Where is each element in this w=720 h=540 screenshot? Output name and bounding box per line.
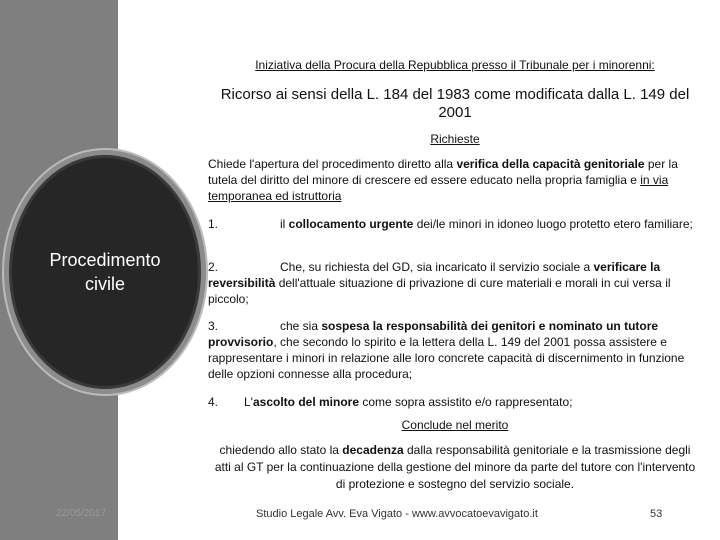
request-item-4: 4. L'ascolto del minore come sopra assistito e/o rappresentato; [208, 395, 573, 409]
richieste-heading: Richieste [430, 132, 480, 146]
page-number: 53 [650, 508, 663, 520]
section-circle [4, 150, 206, 394]
ricorso-title: Ricorso ai sensi della L. 184 del 1983 come modificata dalla L. 149 del 2001 [220, 86, 690, 121]
intro-paragraph: Chiede l'apertura del procedimento diretto alla verifica della capacità genitoriale per la tutela del diritto del minore di crescere ed essere educato nella propria famiglia e in via temporanea ed istruttoria [208, 157, 678, 203]
request-item-3: 3. che sia sospesa la responsabilità dei genitori e nominato un tutore provvisorio, che secondo lo spirito e la lettera della L. 149 del 2001 possa assistere e rappresentare i minori in relazione alle loro concrete capacità di discernimento in funzione delle opzioni connesse alla procedura; [208, 319, 685, 381]
footer-text: Studio Legale Avv. Eva Vigato - www.avvocatoevavigato.it [256, 508, 538, 520]
section-label: Procedimento civile [49, 250, 161, 294]
conclusion-paragraph: chiedendo allo stato la decadenza dalla responsabilità genitoriale e la trasmissione degli atti al GT per la continuazione della gestione del minore da parte del tutore con l'intervento di protezione e sostegno del servizio sociale. [214, 443, 696, 491]
initiative-heading: Iniziativa della Procura della Repubblica presso il Tribunale per i minorenni: [255, 58, 655, 72]
conclude-heading: Conclude nel merito [401, 418, 509, 432]
request-item-1: 1. il collocamento urgente dei/le minori in idoneo luogo protetto etero familiare; [208, 217, 693, 231]
slide-date: 22/05/2017 [56, 508, 107, 519]
request-item-2: 2. Che, su richiesta del GD, sia incaricato il servizio sociale a verificare la reversibilità dell'attuale situazione di privazione di cure materiali e morali in cui versa il piccolo; [208, 260, 671, 306]
